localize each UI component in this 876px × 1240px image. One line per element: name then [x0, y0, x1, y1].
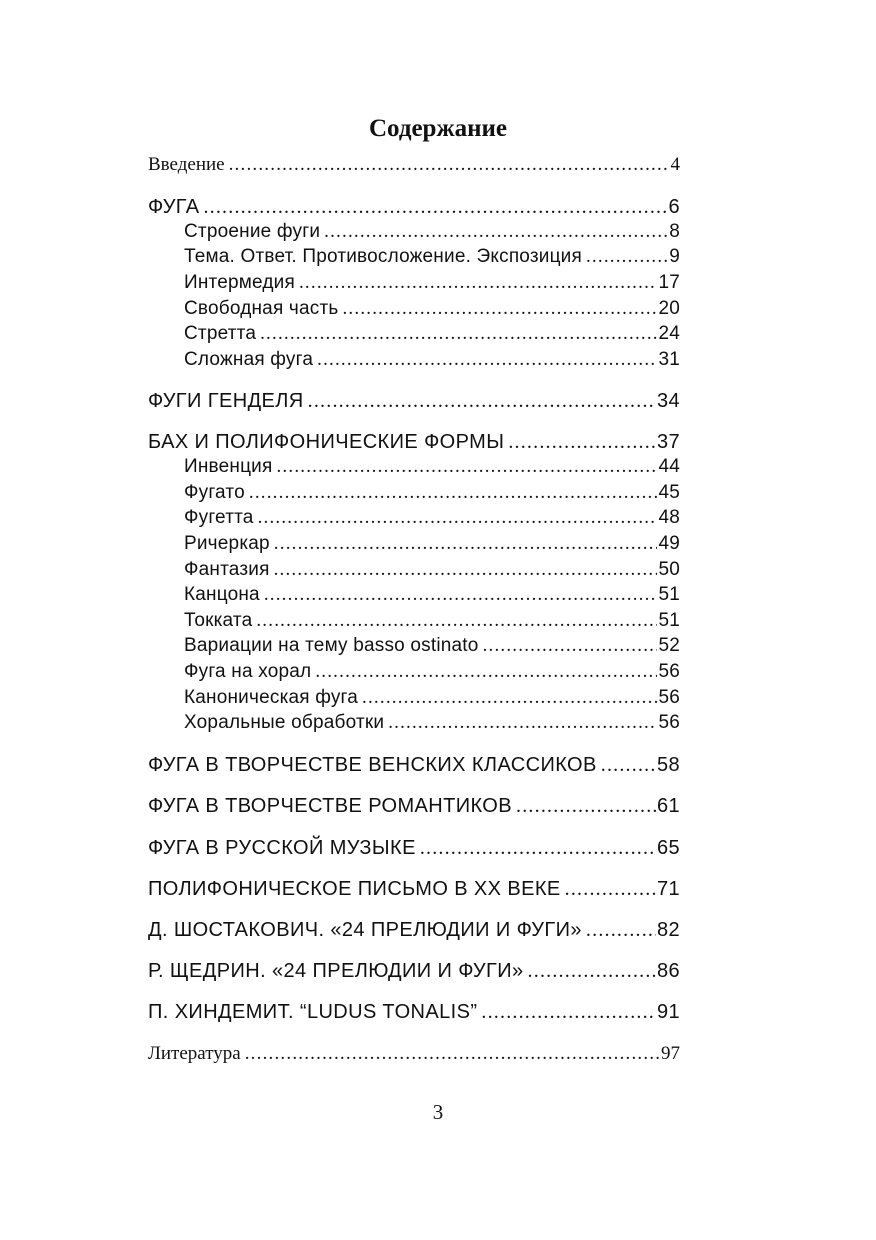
toc-page-number: 20 [658, 298, 680, 319]
leader-dots [586, 917, 656, 943]
toc-entry-label: Свободная часть [184, 298, 339, 319]
toc-entry-label: ФУГА В ТВОРЧЕСТВЕ ВЕНСКИХ КЛАССИКОВ [148, 754, 597, 776]
toc-subentry [184, 710, 680, 736]
toc-entry-label: Канцона [184, 584, 260, 605]
toc-subentry [184, 321, 680, 347]
toc-page-number: 50 [658, 559, 680, 580]
leader-dots [324, 219, 668, 245]
toc-entry-label: ФУГА В РУССКОЙ МУЗЫКЕ [148, 837, 416, 859]
leader-dots [245, 1041, 660, 1067]
toc-subentry [184, 270, 680, 296]
toc-entry-shostakovich [148, 917, 680, 943]
toc-entry-romantic [148, 793, 680, 819]
leader-dots [317, 347, 657, 373]
toc-page-number: 31 [658, 349, 680, 370]
toc-subentry [184, 244, 680, 270]
toc-page-number: 44 [658, 456, 680, 477]
toc-subentry [184, 659, 680, 685]
leader-dots [481, 999, 656, 1025]
toc-subentry [184, 685, 680, 711]
leader-dots [586, 244, 668, 270]
toc-entry-label: Вариации на тему basso ostinato [184, 635, 479, 656]
toc-page-number: 56 [658, 712, 680, 733]
toc-page-number: 86 [656, 960, 680, 982]
toc-entry-viennese [148, 752, 680, 778]
leader-dots [229, 152, 670, 178]
toc-page-number: 9 [669, 246, 680, 267]
toc-entry-label: Фугетта [184, 507, 254, 528]
leader-dots [342, 296, 657, 322]
toc-page-number: 52 [658, 635, 680, 656]
toc-page-number: 8 [669, 221, 680, 242]
leader-dots [276, 454, 657, 480]
toc-page-number: 45 [658, 482, 680, 503]
toc-subentry [184, 219, 680, 245]
toc-entry-label: Строение фуги [184, 221, 321, 242]
toc-subentry [184, 296, 680, 322]
toc-page-number: 49 [658, 533, 680, 554]
toc-page-number: 58 [656, 754, 680, 776]
toc-entry-hindemith [148, 999, 680, 1025]
toc-entry-russian [148, 835, 680, 861]
leader-dots [258, 505, 658, 531]
toc-entry-label: Фантазия [184, 559, 270, 580]
toc-subentry [184, 608, 680, 634]
toc-entry-label: Ричеркар [184, 533, 270, 554]
toc-subentry [184, 505, 680, 531]
leader-dots [483, 633, 658, 659]
leader-dots [256, 608, 657, 634]
toc-entry-label: ФУГА В ТВОРЧЕСТВЕ РОМАНТИКОВ [148, 795, 513, 817]
leader-dots [516, 793, 656, 819]
toc-entry-label: Введение [148, 154, 225, 175]
toc-page-number: 65 [656, 837, 680, 859]
toc-page-number: 34 [656, 390, 680, 412]
toc-subentry [184, 347, 680, 373]
toc-page-number: 4 [670, 154, 680, 175]
toc-entry-label: Интермедия [184, 272, 295, 293]
leader-dots [601, 752, 656, 778]
leader-dots [315, 659, 657, 685]
leader-dots [299, 270, 657, 296]
toc-page-number: 51 [658, 610, 680, 631]
leader-dots [274, 557, 658, 583]
toc-entry-fuga [148, 194, 680, 220]
leader-dots [274, 531, 658, 557]
toc-entry-label: Д. ШОСТАКОВИЧ. «24 ПРЕЛЮДИИ И ФУГИ» [148, 919, 582, 941]
toc-entry-label: Литература [148, 1043, 241, 1064]
toc-entry-label: Фугато [184, 482, 245, 503]
leader-dots [565, 876, 656, 902]
toc-page-number: 71 [656, 878, 680, 900]
toc-entry-shchedrin [148, 958, 680, 984]
leader-dots [388, 710, 657, 736]
toc-entry-label: Хоральные обработки [184, 712, 385, 733]
toc-page-number: 56 [658, 687, 680, 708]
toc-page-number: 6 [668, 196, 680, 218]
leader-dots [420, 835, 656, 861]
toc-subentry [184, 480, 680, 506]
leader-dots [249, 480, 658, 506]
leader-dots [203, 194, 667, 220]
page-number-footer: 3 [432, 1100, 444, 1124]
leader-dots [264, 582, 658, 608]
toc-entry-handel [148, 388, 680, 414]
toc-page-number: 56 [658, 661, 680, 682]
toc-entry-label: Р. ЩЕДРИН. «24 ПРЕЛЮДИИ И ФУГИ» [148, 960, 524, 982]
leader-dots [528, 958, 656, 984]
toc-entry-label: Каноническая фуга [184, 687, 359, 708]
leader-dots [508, 429, 656, 455]
toc-entry-label: Тема. Ответ. Противосложение. Экспозиция [184, 246, 582, 267]
toc-page-number: 17 [658, 272, 680, 293]
toc-subentry [184, 633, 680, 659]
toc-page-number: 97 [661, 1043, 680, 1064]
toc-entry-label: БАХ И ПОЛИФОНИЧЕСКИЕ ФОРМЫ [148, 431, 505, 453]
toc-entry-label: П. ХИНДЕМИТ. “LUDUS TONALIS” [148, 1001, 478, 1023]
toc-entry-literature [148, 1041, 680, 1067]
toc-page-number: 82 [656, 919, 680, 941]
toc-page-number: 24 [658, 323, 680, 344]
toc-subentry [184, 582, 680, 608]
page-title: Содержание [368, 115, 507, 142]
toc-page-number: 51 [658, 584, 680, 605]
toc-entry-label: Токката [184, 610, 253, 631]
toc-entry-label: Фуга на хорал [184, 661, 312, 682]
toc-page-number: 61 [656, 795, 680, 817]
toc-entry-intro [148, 152, 680, 178]
leader-dots [260, 321, 657, 347]
toc-subentry [184, 454, 680, 480]
toc-page-number: 37 [656, 431, 680, 453]
toc-entry-label: ФУГА [148, 196, 200, 218]
toc-entry-label: Сложная фуга [184, 349, 314, 370]
toc-subentry [184, 557, 680, 583]
toc-entry-xx-century [148, 876, 680, 902]
toc-entry-label: Инвенция [184, 456, 273, 477]
leader-dots [308, 388, 656, 414]
toc-entry-label: ПОЛИФОНИЧЕСКОЕ ПИСЬМО В XX ВЕКЕ [148, 878, 561, 900]
toc-entry-bach [148, 429, 680, 455]
toc-page-number: 48 [658, 507, 680, 528]
toc-subentry [184, 531, 680, 557]
toc-entry-label: ФУГИ ГЕНДЕЛЯ [148, 390, 304, 412]
leader-dots [362, 685, 657, 711]
toc-entry-label: Стретта [184, 323, 257, 344]
toc-page-number: 91 [656, 1001, 680, 1023]
